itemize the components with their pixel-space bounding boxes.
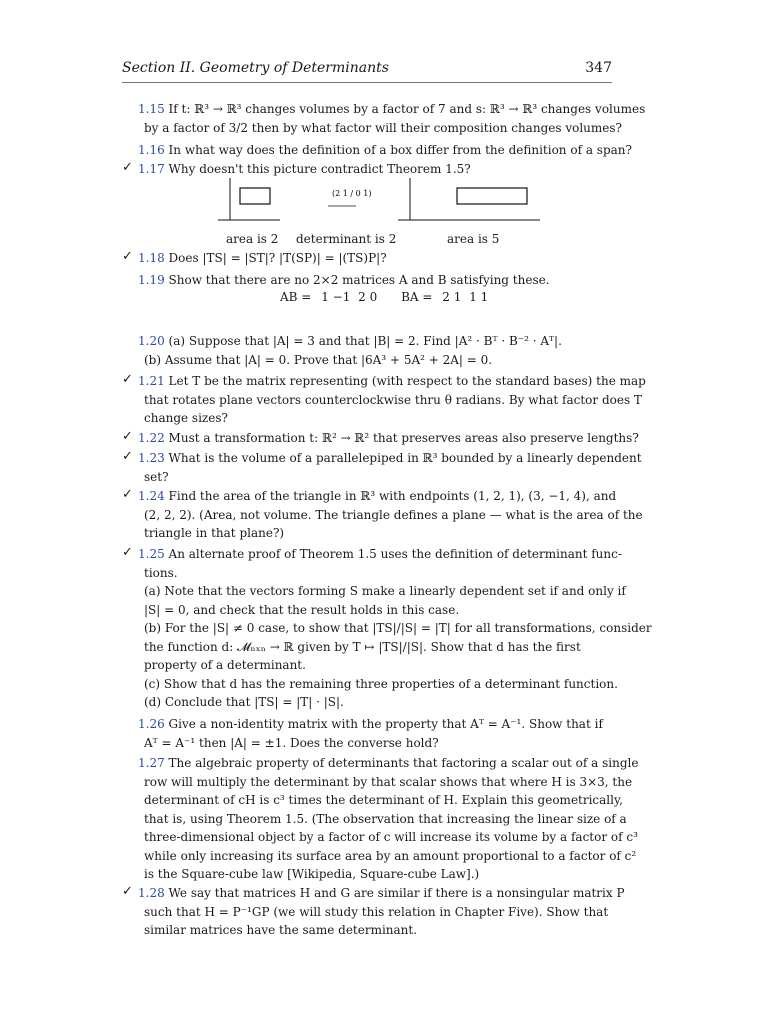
exercise-line xyxy=(144,468,614,486)
exercise-line xyxy=(144,675,618,693)
exercise-text: is the Square-cube law [Wikipedia, Square-cube Law].) xyxy=(144,867,480,881)
exercise-text: Show that there are no 2×2 matrices A and B satisfying these. xyxy=(168,273,550,287)
exercise-line xyxy=(138,545,622,563)
exercise-text: such that H = P⁻¹GP (we will study this relation in Chapter Five). Show that xyxy=(144,904,609,919)
check-mark: ✓ xyxy=(122,884,133,899)
check-mark: ✓ xyxy=(122,160,133,175)
exercise-line xyxy=(144,865,614,883)
exercise-number[interactable]: 1.17 xyxy=(138,162,165,176)
exercise-number[interactable]: 1.22 xyxy=(138,431,165,445)
page-number: 347 xyxy=(585,60,612,76)
exercise-number[interactable]: 1.27 xyxy=(138,756,165,770)
exercise-line xyxy=(144,693,614,711)
exercise-number[interactable]: 1.21 xyxy=(138,374,165,388)
exercise-number[interactable]: 1.15 xyxy=(138,102,165,116)
figure-1-17 xyxy=(210,178,540,230)
exercise-text: (c) Show that d has the remaining three properties of a determinant function. xyxy=(144,676,618,691)
exercise-line xyxy=(138,271,608,289)
exercise-line xyxy=(138,715,608,733)
exercise-line xyxy=(138,487,617,505)
check-mark: ✓ xyxy=(122,487,133,502)
exercise-line xyxy=(144,506,643,524)
exercise-number[interactable]: 1.28 xyxy=(138,886,165,900)
exercise-line xyxy=(144,903,614,921)
exercise-line xyxy=(138,449,642,467)
left-area-label: area is 2 xyxy=(226,232,279,246)
exercise-line xyxy=(144,656,614,674)
exercise-line xyxy=(138,100,646,118)
exercise-line xyxy=(144,921,614,939)
exercise-text: (b) For the |S| ≠ 0 case, to show that |TS|/|S| = |T| for all transformations, consider xyxy=(144,621,652,635)
exercise-line xyxy=(144,524,614,542)
transform-matrix: (2 1 / 0 1) xyxy=(332,189,372,198)
section-title: Section II. Geometry of Determinants xyxy=(122,60,389,76)
exercise-text: An alternate proof of Theorem 1.5 uses the definition of determinant func- xyxy=(168,547,622,561)
matrix-equations xyxy=(280,290,488,304)
exercise-text: (2, 2, 2). (Area, not volume. The triangle defines a plane — what is the area of the xyxy=(144,507,643,522)
exercise-text: Why doesn't this picture contradict Theorem 1.5? xyxy=(168,162,471,176)
exercise-line xyxy=(144,828,638,846)
exercise-text: If t: ℝ³ → ℝ³ changes volumes by a factor of 7 and s: ℝ³ → ℝ³ changes volumes xyxy=(168,102,646,116)
exercise-text: Aᵀ = A⁻¹ then |A| = ±1. Does the converse hold? xyxy=(144,735,439,750)
check-mark: ✓ xyxy=(122,449,133,464)
ba-label: BA = xyxy=(401,290,433,304)
exercise-line xyxy=(144,119,622,137)
exercise-text: Does |TS| = |ST|? |T(SP)| = |(TS)P|? xyxy=(168,251,387,265)
exercise-text: row will multiply the determinant by that scalar shows that where H is 3×3, the xyxy=(144,774,633,789)
exercise-line xyxy=(138,754,639,772)
exercise-line xyxy=(144,791,623,809)
exercise-text: (d) Conclude that |TS| = |T| · |S|. xyxy=(144,695,344,709)
exercise-text: (a) Suppose that |A| = 3 and that |B| = 2. Find |A² · Bᵀ · B⁻² · Aᵀ|. xyxy=(168,334,562,348)
exercise-line xyxy=(138,884,625,902)
exercise-text: change sizes? xyxy=(144,411,228,425)
exercise-line xyxy=(138,332,608,350)
exercise-text: three-dimensional object by a factor of c will increase its volume by a factor of c³ xyxy=(144,830,638,844)
exercise-text: What is the volume of a parallelepiped in ℝ³ bounded by a linearly dependent xyxy=(168,451,642,465)
exercise-text: We say that matrices H and G are similar if there is a nonsingular matrix P xyxy=(168,886,625,900)
exercise-line xyxy=(144,582,626,600)
exercise-text: The algebraic property of determinants that factoring a scalar out of a single xyxy=(168,756,639,770)
exercise-line xyxy=(144,601,614,619)
exercise-number[interactable]: 1.20 xyxy=(138,334,165,348)
exercise-text: while only increasing its surface area by an amount proportional to a factor of c² xyxy=(144,848,637,863)
exercise-text: Give a non-identity matrix with the property that Aᵀ = A⁻¹. Show that if xyxy=(168,717,603,731)
check-mark: ✓ xyxy=(122,249,133,264)
exercise-line xyxy=(144,391,642,409)
exercise-text: |S| = 0, and check that the result holds in this case. xyxy=(144,602,460,617)
page-header xyxy=(122,60,612,83)
exercise-line xyxy=(144,351,614,369)
exercise-line xyxy=(144,773,633,791)
exercise-text: Must a transformation t: ℝ² → ℝ² that preserves areas also preserve lengths? xyxy=(168,431,639,445)
exercise-text: Find the area of the triangle in ℝ³ with endpoints (1, 2, 1), (3, −1, 4), and xyxy=(168,489,617,503)
exercise-text: set? xyxy=(144,469,169,484)
exercise-text: tions. xyxy=(144,565,178,580)
exercise-number[interactable]: 1.26 xyxy=(138,717,165,731)
exercise-number[interactable]: 1.18 xyxy=(138,251,165,265)
exercise-text: the function d: 𝓜ₙₓₙ → ℝ given by T ↦ |TS|/|S|. Show that d has the first xyxy=(144,639,581,654)
exercise-line xyxy=(144,564,614,582)
ab-row-2: 2 0 xyxy=(358,290,378,304)
exercise-line xyxy=(144,409,614,427)
exercise-number[interactable]: 1.23 xyxy=(138,451,165,465)
exercise-line xyxy=(138,429,639,447)
exercise-number[interactable]: 1.16 xyxy=(138,143,165,157)
exercise-number[interactable]: 1.19 xyxy=(138,273,165,287)
exercise-text: triangle in that plane?) xyxy=(144,526,285,540)
check-mark: ✓ xyxy=(122,372,133,387)
exercise-line xyxy=(138,249,608,267)
exercise-number[interactable]: 1.24 xyxy=(138,489,165,503)
exercise-text: by a factor of 3/2 then by what factor will their composition changes volumes? xyxy=(144,120,622,135)
ba-row-2: 1 1 xyxy=(469,290,489,304)
exercise-line xyxy=(138,141,632,159)
determinant-label: determinant is 2 xyxy=(296,232,397,246)
exercise-text: that is, using Theorem 1.5. (The observation that increasing the linear size of a xyxy=(144,811,627,826)
exercise-line xyxy=(138,372,646,390)
ab-label: AB = xyxy=(280,290,312,304)
ba-row-1: 2 1 xyxy=(442,290,462,304)
exercise-text: that rotates plane vectors counterclockwise thru θ radians. By what factor does T xyxy=(144,392,642,407)
check-mark: ✓ xyxy=(122,429,133,444)
right-area-label: area is 5 xyxy=(447,232,500,246)
exercise-line xyxy=(144,619,652,637)
exercise-line xyxy=(144,847,637,865)
ab-row-1: 1 −1 xyxy=(321,290,351,304)
exercise-text: In what way does the definition of a box differ from the definition of a span? xyxy=(168,143,632,157)
check-mark: ✓ xyxy=(122,545,133,560)
exercise-text: Let T be the matrix representing (with respect to the standard bases) the map xyxy=(168,374,646,388)
exercise-line xyxy=(144,638,614,656)
exercise-text: (a) Note that the vectors forming S make a linearly dependent set if and only if xyxy=(144,584,626,598)
exercise-line xyxy=(144,734,614,752)
exercise-text: property of a determinant. xyxy=(144,658,306,672)
exercise-text: (b) Assume that |A| = 0. Prove that |6A³ + 5A² + 2A| = 0. xyxy=(144,352,493,367)
exercise-text: determinant of cH is c³ times the determinant of H. Explain this geometrically, xyxy=(144,793,623,807)
exercise-line xyxy=(138,160,608,178)
exercise-text: similar matrices have the same determinant. xyxy=(144,923,418,937)
exercise-line xyxy=(144,810,627,828)
exercise-number[interactable]: 1.25 xyxy=(138,547,165,561)
